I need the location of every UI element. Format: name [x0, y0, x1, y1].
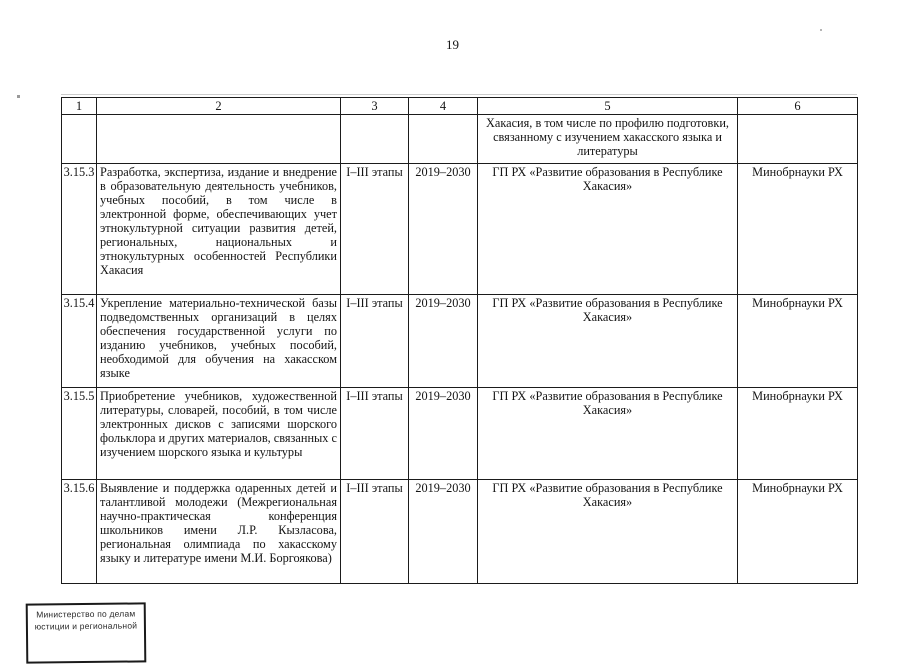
cell-executor: Минобрнауки РХ	[738, 480, 858, 584]
cell-activity: Разработка, экспертиза, издание и внедрение в образовательную деятельность учебников, учебных пособий, в том числе в электронной форме, обеспечивающих учет этнокультурной ситуации развития детей, региональных, национальных и этнокультурных особенностей Республики Хакасия	[97, 164, 341, 295]
cell-empty	[97, 115, 341, 164]
cell-item-number: 3.15.3	[62, 164, 97, 295]
column-header-6: 6	[738, 98, 858, 115]
cell-years: 2019–2030	[409, 480, 478, 584]
cell-activity: Приобретение учебников, художественной литературы, словарей, пособий, в том числе электронных дисков с записями шорского фольклора и других материалов, связанных с изучением шорского языка и культуры	[97, 388, 341, 480]
ministry-stamp	[26, 602, 147, 663]
cell-empty	[409, 115, 478, 164]
column-header-5: 5	[478, 98, 738, 115]
cell-empty	[62, 115, 97, 164]
table-row	[62, 295, 858, 388]
cell-years: 2019–2030	[409, 164, 478, 295]
table-row	[62, 164, 858, 295]
cell-stage: I–III этапы	[341, 164, 409, 295]
cell-years: 2019–2030	[409, 295, 478, 388]
scan-artifact-dot	[820, 29, 822, 31]
column-header-4: 4	[409, 98, 478, 115]
continuation-row	[62, 115, 858, 164]
cell-program: ГП РХ «Развитие образования в Республике Хакасия»	[478, 164, 738, 295]
cell-empty	[341, 115, 409, 164]
column-header-1: 1	[62, 98, 97, 115]
cell-item-number: 3.15.5	[62, 388, 97, 480]
cell-executor: Минобрнауки РХ	[738, 295, 858, 388]
page-number: 19	[446, 37, 459, 52]
cell-activity: Выявление и поддержка одаренных детей и талантливой молодежи (Межрегиональная научно-практическая конференция школьников имени Л.Р. Кызласова, региональная олимпиада по хакасскому языку и литературе имени М.И. Боргоякова)	[97, 480, 341, 584]
cell-executor: Минобрнауки РХ	[738, 164, 858, 295]
cell-program: ГП РХ «Развитие образования в Республике Хакасия»	[478, 480, 738, 584]
stamp-line-2: юстиции и региональной	[34, 620, 138, 632]
cell-item-number: 3.15.4	[62, 295, 97, 388]
column-header-2: 2	[97, 98, 341, 115]
scan-artifact-dot	[17, 95, 20, 98]
table-row	[62, 480, 858, 584]
table-row	[62, 388, 858, 480]
cell-empty	[738, 115, 858, 164]
column-header-3: 3	[341, 98, 409, 115]
cell-years: 2019–2030	[409, 388, 478, 480]
table-header-row	[62, 98, 858, 115]
cell-program: ГП РХ «Развитие образования в Республике Хакасия»	[478, 388, 738, 480]
activities-table	[61, 97, 858, 584]
stamp-line-1: Министерство по делам	[36, 608, 136, 620]
cell-program: ГП РХ «Развитие образования в Республике Хакасия»	[478, 295, 738, 388]
cell-activity: Укрепление материально-технической базы подведомственных организаций в целях обеспечения государственной услуги по изданию учебников, учебных пособий, необходимой для обучения на хакасском языке	[97, 295, 341, 388]
cell-item-number: 3.15.6	[62, 480, 97, 584]
cell-stage: I–III этапы	[341, 295, 409, 388]
cell-stage: I–III этапы	[341, 388, 409, 480]
continuation-program-text: Хакасия, в том числе по профилю подготовки, связанному с изучением хакасского языка и литературы	[478, 115, 738, 164]
scan-artifact-line	[61, 94, 857, 95]
cell-executor: Минобрнауки РХ	[738, 388, 858, 480]
cell-stage: I–III этапы	[341, 480, 409, 584]
